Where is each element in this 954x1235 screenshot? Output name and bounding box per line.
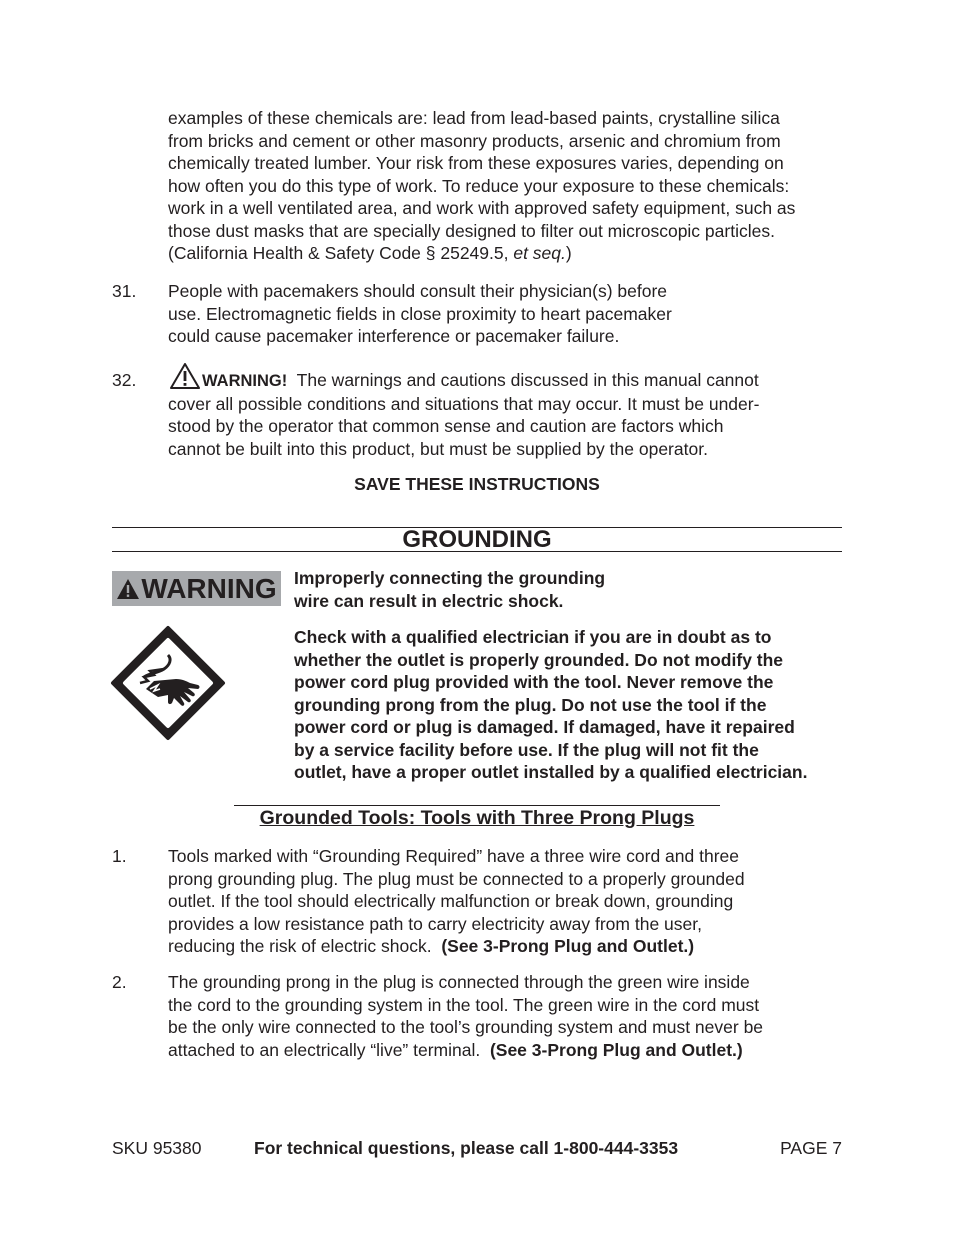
item-31-text — [168, 280, 818, 348]
warning-banner-icon — [116, 578, 140, 600]
see-reference: (See 3-Prong Plug and Outlet.) — [441, 936, 695, 956]
intro-line: how often you do this type of work. To reduce your exposure to these chemicals: — [168, 175, 790, 196]
list-item-line: provides a low resistance path to carry electricity away from the user, — [168, 913, 702, 934]
footer-sku: SKU 95380 — [112, 1138, 202, 1158]
warning-body-text — [294, 626, 854, 784]
intro-line: work in a well ventilated area, and work with approved safety equipment, such as — [168, 198, 796, 218]
citation-suffix: ) — [565, 243, 572, 263]
warning-label: WARNING! — [202, 372, 288, 390]
item-31-line: People with pacemakers should consult their physician(s) before — [168, 281, 668, 301]
list-item-2-number: 2. — [112, 972, 127, 992]
intro-paragraph — [168, 107, 858, 265]
warning-banner — [112, 571, 281, 606]
warning-lead-text — [294, 567, 854, 612]
list-item-line: be the only wire connected to the tool’s grounding system and must never be — [168, 1017, 764, 1037]
save-instructions: SAVE THESE INSTRUCTIONS — [354, 474, 600, 494]
electric-shock-hazard-icon — [110, 625, 226, 741]
item-31-line: could cause pacemaker interference or pacemaker failure. — [168, 326, 620, 346]
warning-body-line: by a service facility before use. If the plug will not fit the — [294, 739, 759, 760]
item-31-line: use. Electromagnetic fields in close proximity to heart pacemaker — [168, 303, 672, 324]
warning-lead-line: wire can result in electric shock. — [294, 590, 564, 611]
list-item-1-text — [168, 845, 858, 958]
item-32-line: cover all possible conditions and situations that may occur. It must be under- — [168, 393, 760, 414]
list-item-line: reducing the risk of electric shock. — [168, 936, 442, 956]
footer-page-number: PAGE 7 — [780, 1138, 842, 1158]
intro-line: those dust masks that are specially designed to filter out microscopic particles. — [168, 220, 775, 241]
list-item-line: attached to an electrically “live” terminal. — [168, 1039, 490, 1060]
item-31-number: 31. — [112, 281, 137, 301]
item-32-number: 32. — [112, 370, 137, 390]
list-item-line: Tools marked with “Grounding Required” have a three wire cord and three — [168, 846, 739, 866]
list-item-1-number: 1. — [112, 846, 127, 866]
list-item-last-line — [168, 935, 858, 958]
list-item-line: the cord to the grounding system in the tool. The green wire in the cord must — [168, 994, 760, 1015]
footer-tech-support: For technical questions, please call 1-800-444-3353 — [254, 1138, 679, 1158]
warning-body-line: power cord or plug is damaged. If damaged, have it repaired — [294, 717, 795, 737]
warning-body-line: power cord plug provided with the tool. Never remove the — [294, 672, 774, 692]
item-32-line: The warnings and cautions discussed in this manual cannot — [287, 370, 759, 390]
divider-bottom — [112, 551, 842, 552]
list-item-line: prong grounding plug. The plug must be connected to a properly grounded — [168, 868, 745, 889]
intro-line: from bricks and cement or other masonry products, arsenic and chromium from — [168, 130, 781, 151]
citation-text: (California Health & Safety Code § 25249.5, — [168, 243, 514, 263]
intro-line: examples of these chemicals are: lead from lead-based paints, crystalline silica — [168, 108, 780, 128]
list-item-line: outlet. If the tool should electrically malfunction or break down, grounding — [168, 891, 734, 911]
warning-lead-line: Improperly connecting the grounding — [294, 568, 606, 588]
warning-body-line: whether the outlet is properly grounded. Do not modify the — [294, 649, 784, 670]
citation-italic: et seq. — [513, 243, 566, 263]
list-item-last-line — [168, 1039, 858, 1062]
subheading-grounded-tools: Grounded Tools: Tools with Three Prong Plugs — [259, 807, 695, 829]
intro-line: chemically treated lumber. Your risk from these exposures varies, depending on — [168, 153, 784, 173]
list-item-line: The grounding prong in the plug is connected through the green wire inside — [168, 972, 750, 992]
item-32-text — [168, 369, 858, 460]
warning-banner-text: WARNING — [141, 572, 277, 604]
item-32-line: cannot be built into this product, but must be supplied by the operator. — [168, 438, 708, 459]
warning-body-line: grounding prong from the plug. Do not use the tool if the — [294, 694, 767, 715]
intro-citation — [168, 242, 858, 265]
item-32-first-line — [168, 369, 858, 393]
list-item-2-text — [168, 971, 858, 1061]
warning-body-line: outlet, have a proper outlet installed by a qualified electrician. — [294, 762, 808, 782]
warning-body-line: Check with a qualified electrician if you are in doubt as to — [294, 627, 772, 647]
see-reference: (See 3-Prong Plug and Outlet.) — [489, 1039, 743, 1060]
section-heading-grounding: GROUNDING — [402, 526, 552, 553]
item-32-line: stood by the operator that common sense and caution are factors which — [168, 416, 724, 436]
